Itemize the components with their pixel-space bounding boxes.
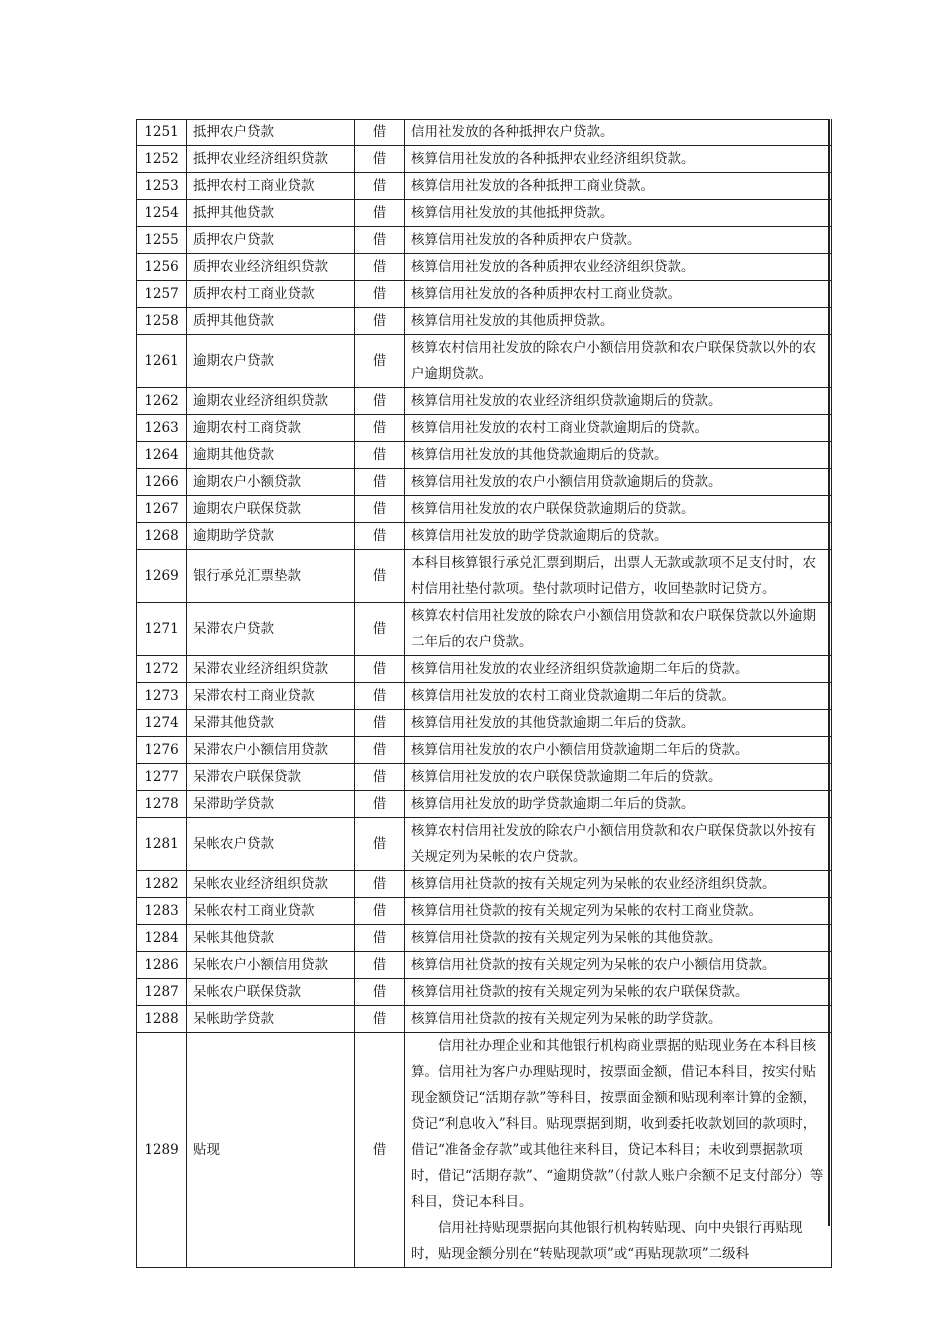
account-code: 1287 bbox=[137, 979, 187, 1006]
account-name: 呆滞农村工商业贷款 bbox=[187, 683, 355, 710]
account-name: 逾期农户联保贷款 bbox=[187, 496, 355, 523]
balance-direction: 借 bbox=[355, 254, 405, 281]
account-code: 1273 bbox=[137, 683, 187, 710]
description-paragraph: 核算信用社贷款的按有关规定列为呆帐的助学贷款。 bbox=[411, 1011, 722, 1027]
account-name: 抵押农业经济组织贷款 bbox=[187, 146, 355, 173]
account-description bbox=[405, 683, 832, 710]
table-row bbox=[137, 335, 832, 388]
account-name: 质押其他贷款 bbox=[187, 308, 355, 335]
description-paragraph: 核算信用社发放的各种质押农村工商业贷款。 bbox=[411, 286, 681, 302]
table-row bbox=[137, 388, 832, 415]
table-row bbox=[137, 898, 832, 925]
account-description bbox=[405, 764, 832, 791]
account-description bbox=[405, 469, 832, 496]
account-name: 呆帐农业经济组织贷款 bbox=[187, 871, 355, 898]
account-name: 呆滞其他贷款 bbox=[187, 710, 355, 737]
table-row bbox=[137, 603, 832, 656]
balance-direction: 借 bbox=[355, 281, 405, 308]
account-description bbox=[405, 603, 832, 656]
description-paragraph: 核算信用社发放的农户小额信用贷款逾期二年后的贷款。 bbox=[411, 742, 749, 758]
description-paragraph: 核算信用社发放的农村工商业贷款逾期二年后的贷款。 bbox=[411, 688, 735, 704]
account-code: 1251 bbox=[137, 119, 187, 146]
account-description bbox=[405, 1033, 832, 1268]
account-code: 1269 bbox=[137, 550, 187, 603]
account-name: 逾期农业经济组织贷款 bbox=[187, 388, 355, 415]
balance-direction: 借 bbox=[355, 952, 405, 979]
account-code: 1288 bbox=[137, 1006, 187, 1033]
account-code: 1252 bbox=[137, 146, 187, 173]
description-paragraph: 信用社发放的各种抵押农户贷款。 bbox=[411, 124, 614, 140]
account-description bbox=[405, 550, 832, 603]
account-name: 呆帐其他贷款 bbox=[187, 925, 355, 952]
account-name: 逾期其他贷款 bbox=[187, 442, 355, 469]
description-paragraph: 核算信用社贷款的按有关规定列为呆帐的农村工商业贷款。 bbox=[411, 903, 762, 919]
table-row bbox=[137, 791, 832, 818]
description-paragraph: 核算信用社发放的各种质押农业经济组织贷款。 bbox=[411, 259, 695, 275]
account-name: 银行承兑汇票垫款 bbox=[187, 550, 355, 603]
description-paragraph: 核算信用社发放的农户小额信用贷款逾期后的贷款。 bbox=[411, 474, 722, 490]
balance-direction: 借 bbox=[355, 603, 405, 656]
balance-direction: 借 bbox=[355, 550, 405, 603]
account-description bbox=[405, 173, 832, 200]
description-paragraph: 核算信用社贷款的按有关规定列为呆帐的农户小额信用贷款。 bbox=[411, 957, 776, 973]
description-paragraph: 核算农村信用社发放的除农户小额信用贷款和农户联保贷款以外的农户逾期贷款。 bbox=[411, 340, 816, 382]
balance-direction: 借 bbox=[355, 469, 405, 496]
account-code: 1284 bbox=[137, 925, 187, 952]
balance-direction: 借 bbox=[355, 227, 405, 254]
balance-direction: 借 bbox=[355, 173, 405, 200]
table-row bbox=[137, 1033, 832, 1268]
balance-direction: 借 bbox=[355, 146, 405, 173]
account-name: 呆滞农户小额信用贷款 bbox=[187, 737, 355, 764]
account-description bbox=[405, 523, 832, 550]
account-name: 呆帐农村工商业贷款 bbox=[187, 898, 355, 925]
description-paragraph: 本科目核算银行承兑汇票到期后，出票人无款或款项不足支付时，农村信用社垫付款项。垫付款项时记借方，收回垫款时记贷方。 bbox=[411, 555, 816, 597]
table-row bbox=[137, 523, 832, 550]
description-paragraph: 核算信用社发放的农业经济组织贷款逾期二年后的贷款。 bbox=[411, 661, 749, 677]
table-row bbox=[137, 415, 832, 442]
account-description bbox=[405, 710, 832, 737]
description-paragraph: 核算信用社发放的助学贷款逾期二年后的贷款。 bbox=[411, 796, 695, 812]
balance-direction: 借 bbox=[355, 1033, 405, 1268]
account-code: 1272 bbox=[137, 656, 187, 683]
account-code: 1271 bbox=[137, 603, 187, 656]
account-description bbox=[405, 1006, 832, 1033]
account-code: 1261 bbox=[137, 335, 187, 388]
description-paragraph: 核算信用社发放的其他贷款逾期后的贷款。 bbox=[411, 447, 668, 463]
description-paragraph: 核算信用社发放的农户联保贷款逾期后的贷款。 bbox=[411, 501, 695, 517]
balance-direction: 借 bbox=[355, 737, 405, 764]
account-description bbox=[405, 925, 832, 952]
balance-direction: 借 bbox=[355, 1006, 405, 1033]
balance-direction: 借 bbox=[355, 710, 405, 737]
description-paragraph: 信用社持贴现票据向其他银行机构转贴现、向中央银行再贴现时，贴现金额分别在“转贴现款项”或“再贴现款项”二级科 bbox=[411, 1220, 803, 1262]
account-code: 1258 bbox=[137, 308, 187, 335]
balance-direction: 借 bbox=[355, 871, 405, 898]
description-paragraph: 核算信用社发放的农村工商业贷款逾期后的贷款。 bbox=[411, 420, 708, 436]
account-code: 1257 bbox=[137, 281, 187, 308]
table-row bbox=[137, 1006, 832, 1033]
balance-direction: 借 bbox=[355, 523, 405, 550]
account-description bbox=[405, 415, 832, 442]
table-row bbox=[137, 737, 832, 764]
account-code: 1283 bbox=[137, 898, 187, 925]
account-description bbox=[405, 442, 832, 469]
balance-direction: 借 bbox=[355, 335, 405, 388]
account-name: 呆帐农户小额信用贷款 bbox=[187, 952, 355, 979]
balance-direction: 借 bbox=[355, 979, 405, 1006]
description-paragraph: 核算信用社发放的其他质押贷款。 bbox=[411, 313, 614, 329]
account-code: 1267 bbox=[137, 496, 187, 523]
table-row bbox=[137, 550, 832, 603]
balance-direction: 借 bbox=[355, 683, 405, 710]
account-name: 呆滞农户贷款 bbox=[187, 603, 355, 656]
description-paragraph: 核算信用社发放的农户联保贷款逾期二年后的贷款。 bbox=[411, 769, 722, 785]
description-paragraph: 核算信用社发放的其他贷款逾期二年后的贷款。 bbox=[411, 715, 695, 731]
table-row bbox=[137, 442, 832, 469]
balance-direction: 借 bbox=[355, 656, 405, 683]
account-description bbox=[405, 496, 832, 523]
balance-direction: 借 bbox=[355, 119, 405, 146]
account-description bbox=[405, 281, 832, 308]
description-paragraph: 核算农村信用社发放的除农户小额信用贷款和农户联保贷款以外按有关规定列为呆帐的农户贷款。 bbox=[411, 823, 816, 865]
account-name: 呆滞助学贷款 bbox=[187, 791, 355, 818]
description-paragraph: 核算农村信用社发放的除农户小额信用贷款和农户联保贷款以外逾期二年后的农户贷款。 bbox=[411, 608, 816, 650]
table-row bbox=[137, 254, 832, 281]
description-paragraph: 核算信用社发放的农业经济组织贷款逾期后的贷款。 bbox=[411, 393, 722, 409]
account-name: 呆帐助学贷款 bbox=[187, 1006, 355, 1033]
account-name: 呆帐农户贷款 bbox=[187, 818, 355, 871]
table-row bbox=[137, 925, 832, 952]
account-name: 呆滞农业经济组织贷款 bbox=[187, 656, 355, 683]
account-description bbox=[405, 791, 832, 818]
account-description bbox=[405, 898, 832, 925]
table-row bbox=[137, 281, 832, 308]
table-row bbox=[137, 227, 832, 254]
description-paragraph: 核算信用社贷款的按有关规定列为呆帐的农业经济组织贷款。 bbox=[411, 876, 776, 892]
table-row bbox=[137, 979, 832, 1006]
account-description bbox=[405, 335, 832, 388]
account-code: 1286 bbox=[137, 952, 187, 979]
balance-direction: 借 bbox=[355, 791, 405, 818]
table-row bbox=[137, 764, 832, 791]
account-name: 呆帐农户联保贷款 bbox=[187, 979, 355, 1006]
account-description bbox=[405, 254, 832, 281]
account-name: 质押农村工商业贷款 bbox=[187, 281, 355, 308]
account-code: 1277 bbox=[137, 764, 187, 791]
account-code: 1256 bbox=[137, 254, 187, 281]
account-name: 抵押农村工商业贷款 bbox=[187, 173, 355, 200]
table-row bbox=[137, 146, 832, 173]
account-name: 质押农户贷款 bbox=[187, 227, 355, 254]
account-description bbox=[405, 227, 832, 254]
table-row bbox=[137, 871, 832, 898]
account-description bbox=[405, 656, 832, 683]
account-code: 1276 bbox=[137, 737, 187, 764]
balance-direction: 借 bbox=[355, 200, 405, 227]
table-row bbox=[137, 656, 832, 683]
balance-direction: 借 bbox=[355, 764, 405, 791]
account-description bbox=[405, 146, 832, 173]
account-code: 1266 bbox=[137, 469, 187, 496]
account-code: 1289 bbox=[137, 1033, 187, 1268]
account-name: 逾期农户小额贷款 bbox=[187, 469, 355, 496]
balance-direction: 借 bbox=[355, 415, 405, 442]
table-row bbox=[137, 173, 832, 200]
table-row bbox=[137, 469, 832, 496]
account-code: 1278 bbox=[137, 791, 187, 818]
account-description bbox=[405, 952, 832, 979]
description-paragraph: 信用社办理企业和其他银行机构商业票据的贴现业务在本科目核算。信用社为客户办理贴现时，按票面金额，借记本科目，按实付贴现金额贷记“活期存款”等科目，按票面金额和贴现利率计算的金额，贷记“利息收入”科目。贴现票据到期，收到委托收款划回的款项时，借记“准备金存款”或其他往来科目，贷记本科目；未收到票据款项时，借记“活期存款”、“逾期贷款”（付款人账户余额不足支付部分）等科目，贷记本科目。 bbox=[411, 1038, 824, 1210]
account-name: 质押农业经济组织贷款 bbox=[187, 254, 355, 281]
table-row bbox=[137, 119, 832, 146]
account-code: 1255 bbox=[137, 227, 187, 254]
account-name: 逾期农户贷款 bbox=[187, 335, 355, 388]
account-name: 呆滞农户联保贷款 bbox=[187, 764, 355, 791]
description-paragraph: 核算信用社发放的其他抵押贷款。 bbox=[411, 205, 614, 221]
table-row bbox=[137, 710, 832, 737]
account-description bbox=[405, 388, 832, 415]
account-name: 抵押农户贷款 bbox=[187, 119, 355, 146]
balance-direction: 借 bbox=[355, 442, 405, 469]
account-code: 1262 bbox=[137, 388, 187, 415]
account-name: 抵押其他贷款 bbox=[187, 200, 355, 227]
account-description bbox=[405, 200, 832, 227]
description-paragraph: 核算信用社贷款的按有关规定列为呆帐的其他贷款。 bbox=[411, 930, 722, 946]
account-code: 1268 bbox=[137, 523, 187, 550]
account-code: 1282 bbox=[137, 871, 187, 898]
description-paragraph: 核算信用社贷款的按有关规定列为呆帐的农户联保贷款。 bbox=[411, 984, 749, 1000]
table-row bbox=[137, 818, 832, 871]
table-row bbox=[137, 200, 832, 227]
account-name: 逾期助学贷款 bbox=[187, 523, 355, 550]
description-paragraph: 核算信用社发放的各种抵押农业经济组织贷款。 bbox=[411, 151, 695, 167]
balance-direction: 借 bbox=[355, 818, 405, 871]
account-description bbox=[405, 737, 832, 764]
account-name: 贴现 bbox=[187, 1033, 355, 1268]
table-row bbox=[137, 496, 832, 523]
description-paragraph: 核算信用社发放的各种质押农户贷款。 bbox=[411, 232, 641, 248]
account-code: 1263 bbox=[137, 415, 187, 442]
table-right-border bbox=[828, 119, 830, 1226]
account-description bbox=[405, 979, 832, 1006]
balance-direction: 借 bbox=[355, 308, 405, 335]
account-description bbox=[405, 119, 832, 146]
account-code: 1281 bbox=[137, 818, 187, 871]
account-description bbox=[405, 818, 832, 871]
table-row bbox=[137, 952, 832, 979]
account-code: 1254 bbox=[137, 200, 187, 227]
account-code: 1253 bbox=[137, 173, 187, 200]
table-row bbox=[137, 308, 832, 335]
balance-direction: 借 bbox=[355, 388, 405, 415]
accounting-subjects-table bbox=[136, 119, 832, 1268]
table-row bbox=[137, 683, 832, 710]
description-paragraph: 核算信用社发放的各种抵押工商业贷款。 bbox=[411, 178, 654, 194]
balance-direction: 借 bbox=[355, 898, 405, 925]
description-paragraph: 核算信用社发放的助学贷款逾期后的贷款。 bbox=[411, 528, 668, 544]
account-code: 1274 bbox=[137, 710, 187, 737]
account-description bbox=[405, 308, 832, 335]
balance-direction: 借 bbox=[355, 925, 405, 952]
balance-direction: 借 bbox=[355, 496, 405, 523]
accounting-subjects-table-page bbox=[136, 119, 831, 1268]
account-name: 逾期农村工商贷款 bbox=[187, 415, 355, 442]
account-code: 1264 bbox=[137, 442, 187, 469]
account-description bbox=[405, 871, 832, 898]
